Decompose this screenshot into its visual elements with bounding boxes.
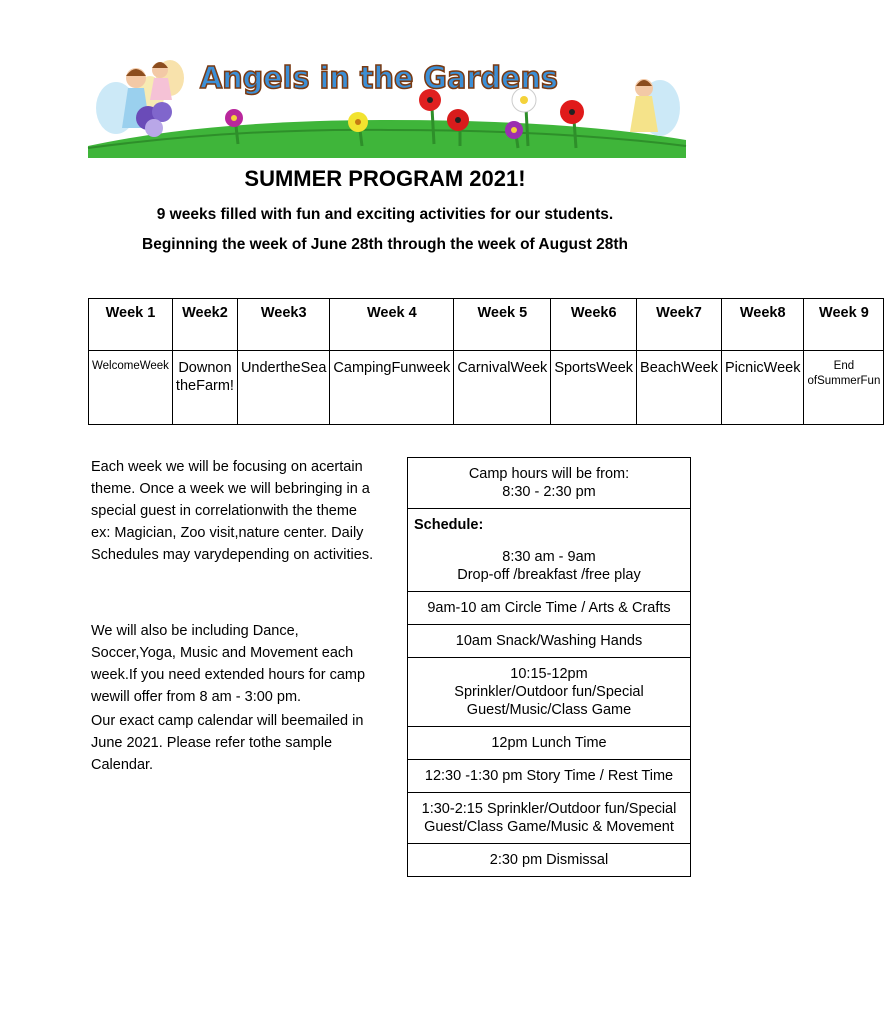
week-theme-text: Fun xyxy=(860,375,881,387)
paragraph-line: Yoga, Music and Movement each week. xyxy=(91,645,354,683)
week-header-cell xyxy=(89,299,173,351)
week-theme-text: Beach xyxy=(640,360,682,376)
week-theme-cell xyxy=(721,351,804,425)
week-header-text: Week xyxy=(260,305,299,321)
schedule-item-line: Guest/Class Game/Music & Movement xyxy=(424,819,674,835)
paragraph-line: emailed in June 2021. Please refer to xyxy=(91,713,364,751)
paragraph-line: Each week we will be focusing on a xyxy=(91,459,320,475)
week-header-text: 3 xyxy=(298,305,307,321)
schedule-item xyxy=(408,843,690,876)
schedule-item-line: 10:15-12pm xyxy=(510,666,588,682)
week-theme-text: Sports xyxy=(554,360,597,376)
week-theme-text: Fun xyxy=(391,360,417,376)
week-header-text: 6 xyxy=(608,305,617,321)
schedule-item-line: Guest/Music/Class Game xyxy=(466,702,632,718)
week-header-text: Week xyxy=(656,305,694,321)
weeks-header-row xyxy=(89,299,884,351)
schedule-box xyxy=(407,457,691,877)
week-theme-text: Week xyxy=(139,360,169,372)
week-header-cell xyxy=(721,299,804,351)
week-header-cell xyxy=(637,299,722,351)
week-theme-cell xyxy=(454,351,551,425)
week-header-text: Week xyxy=(570,305,609,321)
schedule-item-line: Drop-off /breakfast /free play xyxy=(457,567,641,583)
logo-text: Angels in the Gardens xyxy=(200,61,558,96)
week-header-text: 2 xyxy=(219,305,228,321)
angel-right-icon xyxy=(630,79,680,136)
week-theme-text: Camping xyxy=(333,360,392,376)
week-theme-text: End of xyxy=(807,360,855,387)
week-header-text: Week 4 xyxy=(367,305,417,321)
week-theme-text: Week xyxy=(763,360,801,376)
week-theme-cell xyxy=(172,351,237,425)
schedule-item xyxy=(408,759,690,792)
week-header-text: 7 xyxy=(693,305,702,321)
paragraph-line: If you need extended hours for camp we xyxy=(91,667,366,705)
paragraph-line: bringing in a special guest in correlation xyxy=(91,481,370,519)
week-theme-text: week xyxy=(416,360,451,376)
camp-hours-line: 8:30 - 2:30 pm xyxy=(502,484,596,500)
paragraph-line: will offer from 8 am - 3:00 pm. xyxy=(109,689,302,705)
week-theme-text: Down xyxy=(178,360,216,376)
schedule-item xyxy=(408,726,690,759)
camp-hours-line: Camp hours will be from: xyxy=(468,466,630,482)
camp-hours xyxy=(408,458,690,508)
week-header-cell xyxy=(172,299,237,351)
schedule-item-line: 1:30-2:15 Sprinkler/Outdoor fun/Special xyxy=(421,801,677,817)
schedule-item xyxy=(408,657,690,726)
schedule-item xyxy=(408,591,690,624)
week-theme-cell xyxy=(804,351,884,425)
paragraph-line: We will also be including Dance, Soccer, xyxy=(91,623,299,661)
paragraph-line: Our exact camp calendar will be xyxy=(91,713,298,729)
week-theme-cell xyxy=(330,351,454,425)
week-theme-cell xyxy=(637,351,722,425)
schedule-item-line: 12:30 -1:30 pm Story Time / Rest Time xyxy=(424,768,674,784)
weeks-theme-row xyxy=(89,351,884,425)
schedule-item xyxy=(408,541,690,591)
theme-description xyxy=(91,456,376,566)
activities-description xyxy=(91,620,376,708)
week-theme-cell xyxy=(551,351,637,425)
week-header-cell xyxy=(330,299,454,351)
week-header-text: Week 1 xyxy=(105,305,156,321)
subtitle-weeks: 9 weeks filled with fun and exciting activities for our students. xyxy=(156,206,614,223)
schedule-item-line: 2:30 pm Dismissal xyxy=(489,852,609,868)
week-theme-text: Summer xyxy=(817,375,861,387)
week-theme-text: on the xyxy=(175,360,232,394)
schedule-item-line: 10am Snack/Washing Hands xyxy=(455,633,643,649)
week-header-cell xyxy=(237,299,329,351)
week-header-text: Week 9 xyxy=(819,305,869,321)
schedule-item-line: 12pm Lunch Time xyxy=(491,735,607,751)
week-theme-cell xyxy=(237,351,329,425)
schedule-item-line: Sprinkler/Outdoor fun/Special xyxy=(454,684,644,700)
week-theme-text: Sea xyxy=(300,360,327,376)
week-theme-text: Farm! xyxy=(196,378,234,394)
schedule-item xyxy=(408,792,690,843)
week-theme-text: the xyxy=(280,360,301,376)
week-header-text: Week xyxy=(739,305,778,321)
week-theme-text: Week xyxy=(681,360,718,376)
week-header-cell xyxy=(454,299,551,351)
schedule-item-line: 8:30 am - 9am xyxy=(502,549,596,565)
calendar-note xyxy=(91,710,376,776)
week-theme-text: Welcome xyxy=(92,360,140,372)
weeks-table xyxy=(88,298,884,425)
paragraph-line: the sample Calendar. xyxy=(91,735,333,773)
week-header-cell xyxy=(551,299,637,351)
paragraph-line: nature center. Daily Schedules may vary xyxy=(91,525,364,563)
week-header-text: Week 5 xyxy=(477,305,528,321)
schedule-label: Schedule: xyxy=(408,508,690,541)
week-theme-text: Week xyxy=(510,360,548,376)
schedule-item-line: 9am-10 am Circle Time / Arts & Crafts xyxy=(427,600,671,616)
week-theme-text: Carnival xyxy=(457,360,511,376)
week-theme-text: Picnic xyxy=(724,360,764,376)
week-header-text: 8 xyxy=(777,305,786,321)
week-theme-cell xyxy=(89,351,173,425)
week-header-cell xyxy=(804,299,884,351)
week-header-text: Week xyxy=(182,305,220,321)
week-theme-text: Under xyxy=(240,360,281,376)
angel-center-left-icon xyxy=(150,60,184,100)
page-title: SUMMER PROGRAM 2021! xyxy=(244,166,526,191)
paragraph-line: certain theme. Once a week we will be xyxy=(91,459,363,497)
week-theme-text: Week xyxy=(596,360,634,376)
subtitle-dates: Beginning the week of June 28th through the week of August 28th xyxy=(142,236,628,253)
schedule-item xyxy=(408,624,690,657)
banner-illustration xyxy=(88,48,686,158)
paragraph-line: depending on activities. xyxy=(221,547,374,563)
paragraph-line: with the theme ex: Magician, Zoo visit, xyxy=(91,503,357,541)
